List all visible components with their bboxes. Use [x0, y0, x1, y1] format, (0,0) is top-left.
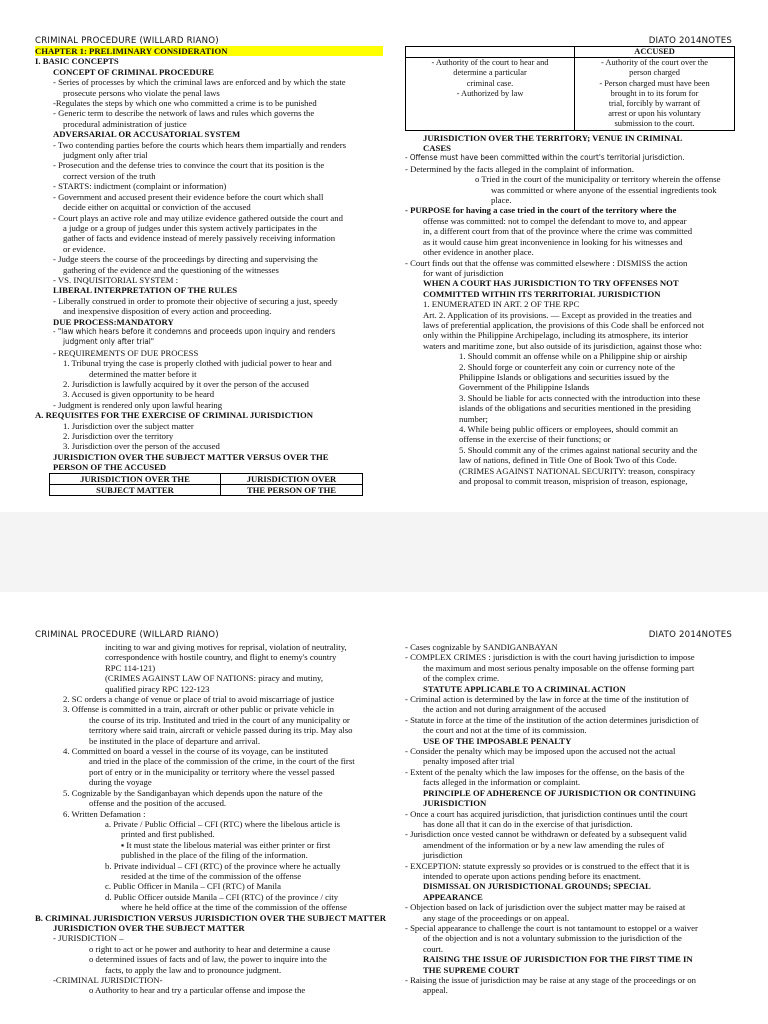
text-line: ▪ It must state the libelous material was either printer or first: [121, 839, 331, 850]
text-line: COMMITTED WITHIN ITS TERRITORIAL JURISDICTION: [423, 288, 661, 299]
text-line: procedural administration of justice: [63, 118, 187, 129]
text-line: - Criminal action is determined by the law in force at the time of the institution of: [405, 694, 689, 705]
text-line: - Statute in force at the time of the institution of the action determines jurisdiction of: [405, 714, 699, 725]
text-line: resided at the time of the commission of the offense: [121, 870, 302, 881]
text-line: 1. ENUMERATED IN ART. 2 OF THE RPC: [423, 299, 580, 310]
text-line: - Raising the issue of jurisdiction may be raise at any stage of the proceedings or on: [405, 975, 696, 985]
table-header-cell: ACCUSED: [575, 47, 735, 58]
left-column: [35, 642, 387, 996]
table-cell: [406, 58, 575, 130]
text-line: - Consider the penalty which may be imposed upon the accused not the actual: [405, 746, 676, 757]
text-line: prosecute persons who violate the penal laws: [63, 87, 220, 98]
text-line: 5. Cognizable by the Sandiganbayan which depends upon the nature of the: [63, 787, 323, 798]
text-line: inciting to war and giving motives for reprisal, violation of neutrality,: [105, 642, 347, 652]
text-line: Art. 2. Application of its provisions. — Except as provided in the treaties and: [423, 309, 692, 320]
text-line: a. Private / Public Official – CFI (RTC) where the libelous article is: [105, 818, 341, 829]
text-line: laws of preferential application, the provisions of this Code shall be enforced not: [423, 319, 705, 330]
text-line: printed and first published.: [121, 829, 215, 840]
text-line: during the voyage: [89, 777, 152, 788]
text-line: 3. Accused is given opportunity to be heard: [63, 389, 215, 400]
text-line: court.: [423, 943, 444, 954]
text-line: Government of the Philippine Islands: [459, 382, 590, 393]
text-line: - VS. INQUISITORIAL SYSTEM :: [53, 274, 179, 285]
table-cell-line: - Authorized by law: [456, 88, 524, 98]
text-line: correspondence with hostile country, and flight to enemy's country: [105, 652, 337, 663]
text-line: be instituted in the place of departure and arrival.: [89, 735, 261, 746]
text-line: - Prosecution and the defense tries to convince the court that its position is the: [53, 160, 325, 171]
text-line: LIBERAL INTERPRETATION OF THE RULES: [53, 285, 238, 296]
text-line: 3. Should be liable for acts connected with the introduction into these: [459, 392, 701, 403]
text-line: - Court finds out that the offense was committed elsewhere : DISMISS the action: [405, 257, 688, 268]
text-line: other evidence in another place.: [423, 247, 534, 258]
text-line: 4. Committed on board a vessel in the course of its voyage, can be instituted: [63, 746, 328, 757]
table-cell-line: - Person charged must have been: [599, 78, 710, 88]
text-line: - Once a court has acquired jurisdiction, that jurisdiction continues until the court: [405, 808, 688, 819]
text-line: - Special appearance to challenge the court is not tantamount to estoppel or a waiver: [405, 922, 698, 933]
text-line: qualified piracy RPC 122-123: [105, 683, 210, 694]
text-line: of the complex crime.: [423, 673, 500, 684]
text-line: facts alleged in the information or complaint.: [423, 777, 581, 788]
text-line: correct version of the truth: [63, 170, 156, 181]
text-line: islands of the obligations and securities mentioned in the presiding: [459, 403, 691, 414]
text-line: gathering of the evidence and the questioning of the witnesses: [63, 264, 279, 275]
text-line: RAISING THE ISSUE OF JURISDICTION FOR THE FIRST TIME IN: [423, 954, 693, 965]
left-column: [35, 46, 383, 496]
text-line: territory where said train, aircraft or vehicle passed during its trip. May also: [89, 725, 353, 736]
text-line: CONCEPT OF CRIMINAL PROCEDURE: [53, 66, 214, 77]
text-line: - STARTS: indictment (complaint or information): [53, 181, 227, 192]
text-line: - Cases cognizable by SANDIGANBAYAN: [405, 642, 558, 652]
page-header-notes: DIATO 2014NOTES: [648, 630, 732, 640]
text-line: a judge or a group of judges under this system actively participates in the: [63, 222, 318, 233]
text-line: 5. Should commit any of the crimes against national security and the: [459, 444, 698, 455]
text-line: THE SUPREME COURT: [423, 964, 520, 975]
text-line: where he held office at the time of the commission of the offense: [121, 902, 347, 913]
text-line: only within the Philippine Archipelago, including its atmosphere, its interior: [423, 330, 689, 341]
text-line: in, a different court from that of the province where the crime was committed: [423, 226, 693, 237]
table-cell-line: brought in to its forum for: [610, 88, 699, 98]
text-line: port of entry or in the municipality or territory where the vessel passed: [89, 766, 335, 777]
text-line: JURISDICTION OVER THE SUBJECT MATTER: [53, 922, 245, 933]
text-line: - COMPLEX CRIMES : jurisdiction is with the court having jurisdiction to impose: [405, 652, 695, 663]
text-line: c. Public Officer in Manila – CFI (RTC) of Manila: [105, 881, 281, 892]
text-line: - JURISDICTION –: [53, 933, 124, 944]
text-line: (CRIMES AGAINST LAW OF NATIONS: piracy and mutiny,: [105, 673, 324, 684]
jurisdiction-comparison-table: [49, 473, 363, 496]
table-cell-line: person charged: [629, 68, 680, 78]
text-line: o Authority to hear and try a particular offense and impose the: [89, 985, 306, 996]
text-line: A. REQUISITES FOR THE EXERCISE OF CRIMINAL JURISDICTION: [35, 410, 314, 421]
text-line: number;: [459, 413, 488, 424]
table-header-cell: THE PERSON OF THE: [221, 484, 363, 495]
text-line: - EXCEPTION: statute expressly so provides or is construed to the effect that it is: [405, 860, 690, 871]
text-line: as it would cause him great inconvenience in looking for his witnesses and: [423, 236, 683, 247]
text-line: - Liberally construed in order to promote their objective of securing a just, speedy: [53, 295, 338, 306]
text-line: d. Public Officer outside Manila – CFI (RTC) of the province / city: [105, 891, 339, 902]
text-line: PERSON OF THE ACCUSED: [53, 462, 167, 473]
text-line: - Judge steers the course of the proceedings by directing and supervising the: [53, 254, 318, 265]
text-line: CHAPTER 1: PRELIMINARY CONSIDERATION: [35, 46, 383, 56]
text-line: 2. Should forge or counterfeit any coin or currency note of the: [459, 361, 675, 372]
text-line: CASES: [423, 143, 452, 154]
text-line: I. BASIC CONCEPTS: [35, 56, 119, 67]
table-header-cell: JURISDICTION OVER: [221, 473, 363, 484]
text-line: - Generic term to describe the network of laws and rules which governs the: [53, 108, 315, 119]
right-column: [405, 642, 735, 996]
text-line: 2. Jurisdiction over the territory: [63, 431, 174, 442]
table-empty-cell: [406, 47, 575, 58]
text-line: - Government and accused present their evidence before the court which shall: [53, 191, 324, 202]
text-line: (CRIMES AGAINST NATIONAL SECURITY: treason, conspiracy: [459, 465, 696, 476]
text-line: place.: [491, 195, 512, 206]
text-line: - Jurisdiction once vested cannot be withdrawn or defeated by a subsequent valid: [405, 829, 687, 840]
text-line: - Judgment is rendered only upon lawful hearing: [53, 399, 223, 410]
table-header-cell: JURISDICTION OVER THE: [50, 473, 221, 484]
text-line: o determined issues of facts and of law, the power to inquire into the: [89, 954, 327, 965]
text-line: intended to operate upon actions pending before its enactment.: [423, 870, 641, 881]
text-line: Philippine Islands or obligations and securities issued by the: [459, 371, 669, 382]
table-cell-line: determine a particular: [453, 68, 527, 78]
text-line: offense was committed: not to compel the defendant to move to, and appear: [423, 215, 687, 226]
text-line: or evidence.: [63, 243, 106, 254]
jurisdiction-table-continued: [405, 46, 735, 131]
text-line: JURISDICTION OVER THE TERRITORY; VENUE IN CRIMINAL: [423, 132, 683, 143]
table-cell-line: arrest or upon his voluntary: [608, 109, 701, 119]
text-line: and proposal to commit treason, misprision of treason, espionage,: [459, 476, 688, 487]
text-line: 1. Should commit an offense while on a Philippine ship or airship: [459, 351, 688, 362]
text-line: determined the matter before it: [89, 368, 197, 379]
right-column: [405, 46, 735, 486]
text-line: DISMISSAL ON JURISDICTIONAL GROUNDS; SPECIAL: [423, 881, 651, 892]
table-cell-line: criminal case.: [466, 78, 514, 88]
text-line: - PURPOSE for having a case tried in the court of the territory where the: [405, 205, 677, 216]
text-line: PRINCIPLE OF ADHERENCE OF JURISDICTION OR CONTINUING: [423, 787, 697, 798]
text-line: o right to act or he power and authority to hear and determine a cause: [89, 943, 331, 954]
text-line: B. CRIMINAL JURISDICTION VERSUS JURISDICTION OVER THE SUBJECT MATTER: [35, 912, 387, 923]
text-line: - Two contending parties before the courts which hears them impartially and renders: [53, 139, 347, 150]
text-line: APPEARANCE: [423, 891, 483, 902]
text-line: - Court plays an active role and may utilize evidence gathered outside the court and: [53, 212, 343, 223]
text-line: o Tried in the court of the municipality or territory wherein the offense: [475, 174, 721, 185]
text-line: was committed or where anyone of the essential ingredients took: [491, 184, 717, 195]
text-line: the action and not during arraignment of the accused: [423, 704, 606, 715]
text-line: -CRIMINAL JURISDICTION-: [53, 975, 163, 985]
text-line: - "law which hears before it condemns and proceeds upon inquiry and renders: [53, 326, 336, 336]
text-line: facts, to apply the law and to pronounce judgment.: [105, 964, 282, 975]
text-line: WHEN A COURT HAS JURISDICTION TO TRY OFFENSES NOT: [423, 278, 679, 289]
text-line: ADVERSARIAL OR ACCUSATORIAL SYSTEM: [53, 129, 241, 140]
text-line: - Offense must have been committed within the court's territorial jurisdiction.: [405, 153, 685, 163]
text-line: RPC 114-121): [105, 662, 156, 673]
text-line: offense in the exercise of their functions; or: [459, 434, 611, 445]
text-line: gather of facts and evidence instead of merely passively receiving information: [63, 233, 336, 244]
text-line: appeal.: [423, 985, 448, 996]
text-line: 1. Tribunal trying the case is properly clothed with judicial power to hear and: [63, 358, 332, 369]
table-header-cell: SUBJECT MATTER: [50, 484, 221, 495]
text-line: has done all that it can do in the exercise of that jurisdiction.: [423, 818, 633, 829]
text-line: for want of jurisdiction: [423, 267, 504, 278]
text-line: JURISDICTION OVER THE SUBJECT MATTER VERSUS OVER THE: [53, 451, 329, 462]
text-line: -Regulates the steps by which one who committed a crime is to be punished: [53, 98, 317, 109]
text-line: JURISDICTION: [423, 798, 487, 809]
text-line: any stage of the proceedings or on appeal.: [423, 912, 570, 923]
text-line: and inexpensive disposition of every action and proceeding.: [63, 306, 272, 317]
text-line: the maximum and most serious penalty imposable on the offense forming part: [423, 662, 695, 673]
text-line: - REQUIREMENTS OF DUE PROCESS: [53, 347, 199, 358]
text-line: - Objection based on lack of jurisdiction over the subject matter may be raised at: [405, 902, 686, 913]
text-line: the court and not at the time of its commission.: [423, 725, 587, 736]
table-cell: [575, 58, 735, 130]
page-header-title: CRIMINAL PROCEDURE (WILLARD RIANO): [35, 36, 219, 46]
text-line: 4. While being public officers or employees, should commit an: [459, 424, 678, 434]
text-line: jurisdiction: [423, 850, 463, 861]
text-line: amendment of the information or by a new law amending the rules of: [423, 839, 665, 850]
text-line: decide either on acquittal or conviction of the accused: [63, 202, 251, 213]
text-line: 6. Written Defamation :: [63, 808, 146, 819]
text-line: 2. SC orders a change of venue or place of trial to avoid miscarriage of justice: [63, 694, 335, 705]
text-line: published in the place of the filing of the information.: [121, 850, 308, 861]
text-line: penalty imposed after trial: [423, 756, 515, 767]
text-line: - Series of processes by which the criminal laws are enforced and by which the state: [53, 77, 346, 88]
text-line: - Extent of the penalty which the law imposes for the offense, on the basis of the: [405, 766, 685, 777]
page-gap: [0, 512, 768, 592]
text-line: judgment only after trial: [63, 150, 148, 161]
text-line: judgment only after trial": [63, 337, 155, 347]
text-line: DUE PROCESS:MANDATORY: [53, 316, 174, 327]
table-cell-line: - Authority of the court over the: [601, 58, 709, 68]
page-header-notes: DIATO 2014NOTES: [648, 36, 732, 46]
document-page-2: [0, 592, 768, 1024]
text-line: waters and maritime zone, but also outside of its jurisdiction, against those who:: [423, 340, 702, 351]
text-line: 1. Jurisdiction over the subject matter: [63, 420, 194, 431]
text-line: of the objection and is not a voluntary submission to the jurisdiction of the: [423, 933, 682, 944]
text-line: - Determined by the facts alleged in the complaint of information.: [405, 163, 634, 174]
table-cell-line: submission to the court.: [614, 119, 695, 129]
table-cell-line: - Authority of the court to hear and: [431, 58, 549, 68]
text-line: law of nations, defined in Title One of Book Two of this Code.: [459, 455, 677, 466]
text-line: b. Private individual – CFI (RTC) of the province where he actually: [105, 860, 341, 871]
text-line: STATUTE APPLICABLE TO A CRIMINAL ACTION: [423, 683, 626, 694]
text-line: 2. Jurisdiction is lawfully acquired by it over the person of the accused: [63, 379, 309, 389]
text-line: and tried in the place of the commission of the crime, in the court of the first: [89, 756, 355, 767]
table-cell-line: trial, forcibly by warrant of: [608, 99, 701, 109]
text-line: 3. Jurisdiction over the person of the accused: [63, 441, 220, 452]
text-line: the course of its trip. Instituted and tried in the court of any municipality or: [89, 714, 350, 725]
text-line: offense and the position of the accused.: [89, 798, 227, 809]
page-header-title: CRIMINAL PROCEDURE (WILLARD RIANO): [35, 630, 219, 640]
text-line: 3. Offense is committed in a train, aircraft or other public or private vehicle in: [63, 704, 334, 715]
text-line: USE OF THE IMPOSABLE PENALTY: [423, 735, 572, 746]
